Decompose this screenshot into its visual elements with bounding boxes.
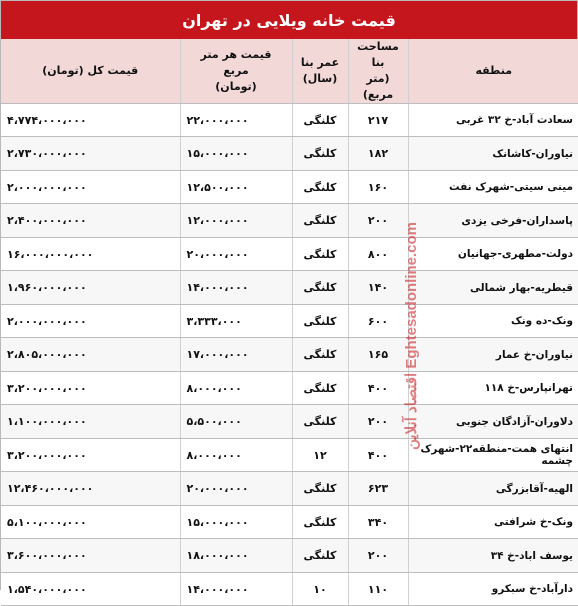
- cell-total-price: ۵،۱۰۰،۰۰۰،۰۰۰: [1, 505, 180, 539]
- table-row: [1, 103, 578, 137]
- cell-price-per-meter: ۱۲،۵۰۰،۰۰۰: [180, 170, 292, 204]
- cell-price-per-meter: ۱۵،۰۰۰،۰۰۰: [180, 505, 292, 539]
- cell-age: ۱۰: [292, 572, 348, 606]
- header-age-line2: (سال): [302, 71, 338, 85]
- cell-price-per-meter: ۵،۵۰۰،۰۰۰: [180, 405, 292, 439]
- cell-age: کلنگی: [292, 170, 348, 204]
- cell-area: ۲۱۷: [348, 103, 408, 137]
- cell-area: ۱۴۰: [348, 271, 408, 305]
- table-row: [1, 371, 578, 405]
- cell-area: ۶۰۰: [348, 304, 408, 338]
- cell-area: ۳۴۰: [348, 505, 408, 539]
- watermark-text: Eghtesadonline.com اقتصاد آنلاین: [403, 221, 421, 451]
- cell-age: کلنگی: [292, 237, 348, 271]
- table-row: [1, 438, 578, 472]
- cell-price-per-meter: ۱۵،۰۰۰،۰۰۰: [180, 137, 292, 171]
- cell-area: ۲۰۰: [348, 405, 408, 439]
- cell-region: ونک-خ شرافتی: [408, 505, 578, 539]
- page-title: قیمت خانه ویلایی در تهران: [1, 1, 577, 39]
- header-region-label: منطقه: [475, 63, 513, 77]
- header-total-price: [1, 39, 180, 103]
- cell-total-price: ۳،۲۰۰،۰۰۰،۰۰۰: [1, 438, 180, 472]
- price-table: [1, 39, 578, 606]
- header-region: [408, 39, 578, 103]
- cell-total-price: ۲،۴۰۰،۰۰۰،۰۰۰: [1, 204, 180, 238]
- cell-age: کلنگی: [292, 539, 348, 573]
- cell-total-price: ۱،۹۶۰،۰۰۰،۰۰۰: [1, 271, 180, 305]
- cell-total-price: ۱،۵۴۰،۰۰۰،۰۰۰: [1, 572, 180, 606]
- cell-region: سعادت آباد-خ ۳۲ غربی: [408, 103, 578, 137]
- cell-region: پاسداران-فرخی یزدی: [408, 204, 578, 238]
- table-row: [1, 405, 578, 439]
- cell-area: ۴۰۰: [348, 438, 408, 472]
- cell-region: انتهای همت-منطقه۲۲-شهرک چشمه: [408, 438, 578, 472]
- cell-price-per-meter: ۱۸،۰۰۰،۰۰۰: [180, 539, 292, 573]
- cell-total-price: ۴،۷۷۴،۰۰۰،۰۰۰: [1, 103, 180, 137]
- cell-age: کلنگی: [292, 472, 348, 506]
- header-ppm-line2: (تومان): [215, 79, 257, 93]
- cell-price-per-meter: ۲۲،۰۰۰،۰۰۰: [180, 103, 292, 137]
- table-row: [1, 237, 578, 271]
- cell-price-per-meter: ۸،۰۰۰،۰۰۰: [180, 371, 292, 405]
- cell-area: ۱۶۵: [348, 338, 408, 372]
- cell-total-price: ۱۶،۰۰۰،۰۰۰،۰۰۰: [1, 237, 180, 271]
- cell-region: مینی سیتی-شهرک نفت: [408, 170, 578, 204]
- cell-price-per-meter: ۳،۳۳۳،۰۰۰: [180, 304, 292, 338]
- cell-area: ۸۰۰: [348, 237, 408, 271]
- table-row: [1, 505, 578, 539]
- header-area-line1: مساحت بنا: [357, 40, 399, 69]
- cell-age: کلنگی: [292, 271, 348, 305]
- cell-total-price: ۱،۱۰۰،۰۰۰،۰۰۰: [1, 405, 180, 439]
- cell-area: ۱۸۲: [348, 137, 408, 171]
- cell-region: دلاوران-آزادگان جنوبی: [408, 405, 578, 439]
- cell-total-price: ۳،۲۰۰،۰۰۰،۰۰۰: [1, 371, 180, 405]
- cell-age: کلنگی: [292, 338, 348, 372]
- cell-price-per-meter: ۱۷،۰۰۰،۰۰۰: [180, 338, 292, 372]
- cell-price-per-meter: ۸،۰۰۰،۰۰۰: [180, 438, 292, 472]
- cell-total-price: ۲،۰۰۰،۰۰۰،۰۰۰: [1, 170, 180, 204]
- table-row: [1, 572, 578, 606]
- table-row: [1, 271, 578, 305]
- cell-region: نیاوران-خ عمار: [408, 338, 578, 372]
- header-row: [1, 39, 578, 103]
- cell-region: الهیه-آقابزرگی: [408, 472, 578, 506]
- table-row: [1, 539, 578, 573]
- cell-total-price: ۳،۶۰۰،۰۰۰،۰۰۰: [1, 539, 180, 573]
- cell-price-per-meter: ۱۴،۰۰۰،۰۰۰: [180, 271, 292, 305]
- cell-total-price: ۱۲،۴۶۰،۰۰۰،۰۰۰: [1, 472, 180, 506]
- cell-region: نیاوران-کاشانک: [408, 137, 578, 171]
- cell-age: کلنگی: [292, 405, 348, 439]
- table-header: [1, 39, 578, 103]
- cell-region: یوسف اباد-خ ۳۴: [408, 539, 578, 573]
- cell-total-price: ۲،۷۳۰،۰۰۰،۰۰۰: [1, 137, 180, 171]
- cell-age: کلنگی: [292, 371, 348, 405]
- table-row: [1, 137, 578, 171]
- cell-total-price: ۲،۰۰۰،۰۰۰،۰۰۰: [1, 304, 180, 338]
- table-row: [1, 170, 578, 204]
- cell-area: ۱۶۰: [348, 170, 408, 204]
- cell-total-price: ۲،۸۰۵،۰۰۰،۰۰۰: [1, 338, 180, 372]
- table-body: [1, 103, 578, 606]
- header-age-line1: عمر بنا: [300, 55, 340, 69]
- cell-age: کلنگی: [292, 505, 348, 539]
- header-price-per-meter: [180, 39, 292, 103]
- table-row: [1, 472, 578, 506]
- table-row: [1, 338, 578, 372]
- cell-region: تهرانپارس-خ ۱۱۸: [408, 371, 578, 405]
- cell-area: ۲۰۰: [348, 204, 408, 238]
- cell-age: کلنگی: [292, 103, 348, 137]
- cell-area: ۶۲۳: [348, 472, 408, 506]
- table-row: [1, 204, 578, 238]
- table-row: [1, 304, 578, 338]
- cell-age: ۱۲: [292, 438, 348, 472]
- header-area-line2: (متر مربع): [362, 71, 394, 101]
- cell-age: کلنگی: [292, 137, 348, 171]
- cell-area: ۲۰۰: [348, 539, 408, 573]
- cell-area: ۴۰۰: [348, 371, 408, 405]
- cell-age: کلنگی: [292, 204, 348, 238]
- cell-price-per-meter: ۱۴،۰۰۰،۰۰۰: [180, 572, 292, 606]
- header-age: [292, 39, 348, 103]
- cell-price-per-meter: ۲۰،۰۰۰،۰۰۰: [180, 472, 292, 506]
- cell-region: قیطریه-بهار شمالی: [408, 271, 578, 305]
- cell-price-per-meter: ۱۲،۰۰۰،۰۰۰: [180, 204, 292, 238]
- cell-region: دارآباد-خ سبکرو: [408, 572, 578, 606]
- cell-region: ونک-ده ونک: [408, 304, 578, 338]
- header-total-label: قیمت کل (تومان): [42, 63, 139, 77]
- header-ppm-line1: قیمت هر متر مربع: [200, 47, 272, 77]
- cell-region: دولت-مطهری-جهانیان: [408, 237, 578, 271]
- cell-price-per-meter: ۲۰،۰۰۰،۰۰۰: [180, 237, 292, 271]
- cell-age: کلنگی: [292, 304, 348, 338]
- cell-area: ۱۱۰: [348, 572, 408, 606]
- header-area: [348, 39, 408, 103]
